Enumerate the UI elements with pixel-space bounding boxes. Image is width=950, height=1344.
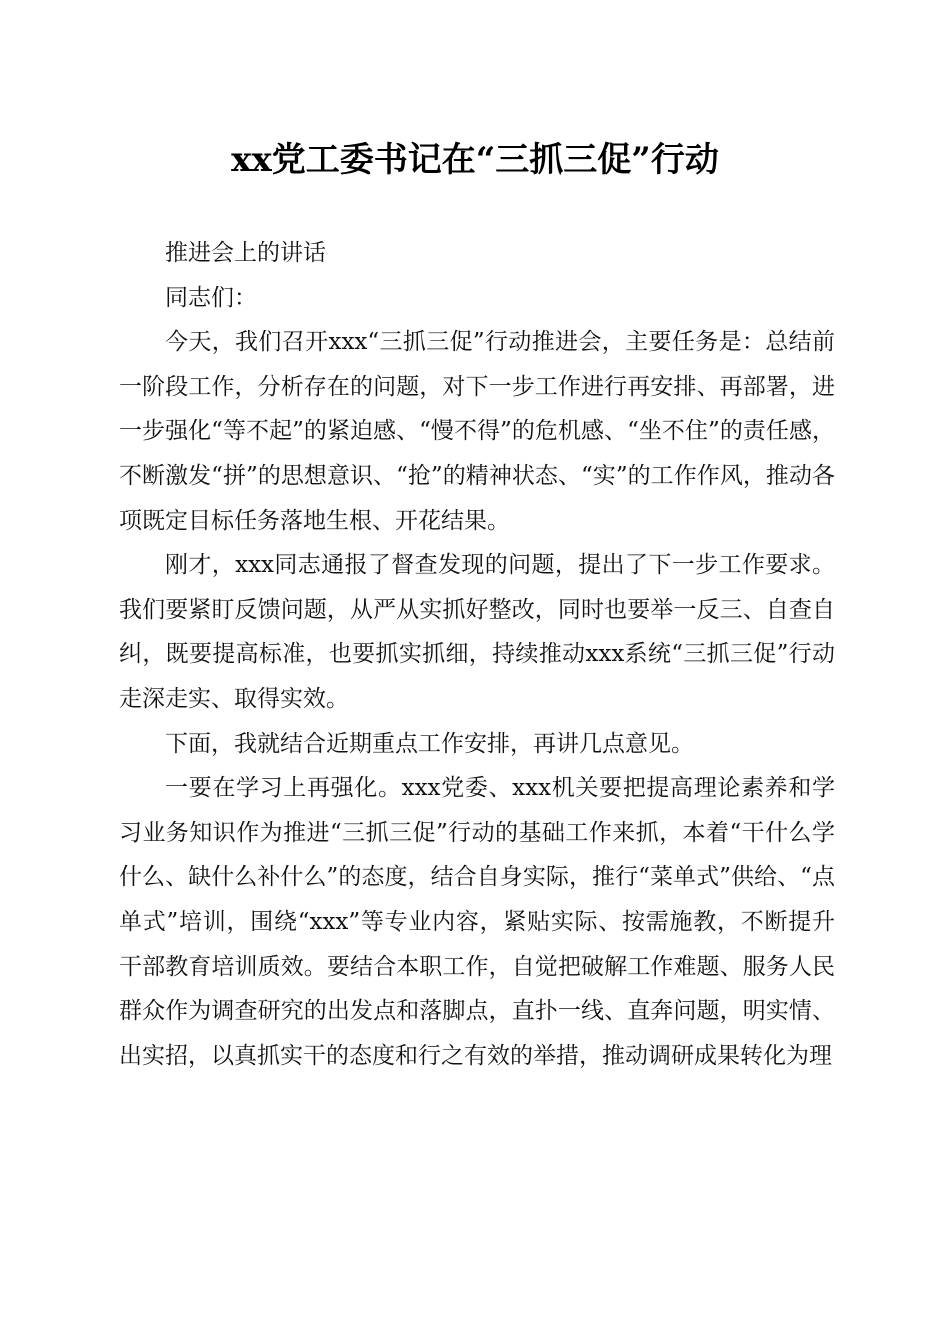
document-body xyxy=(119,231,835,1078)
paragraph: 今天，我们召开xxx“三抓三促”行动推进会，主要任务是：总结前一阶段工作，分析存在的问题，对下一步工作进行再安排、再部署，进一步强化“等不起”的紧迫感、“慢不得”的危机感、“坐不住”的责任感，不断激发“拼”的思想意识、“抢”的精神状态、“实”的工作作风，推动各项既定目标任务落地生根、开花结果。 xyxy=(119,329,835,534)
paragraph: 下面，我就结合近期重点工作安排，再讲几点意见。 xyxy=(165,730,694,757)
document-title: xx党工委书记在“三抓三促”行动 xyxy=(231,140,719,180)
paragraph: 刚才，xxx同志通报了督查发现的问题，提出了下一步工作要求。我们要紧盯反馈问题，从严从实抓好整改，同时也要举一反三、自查自纠，既要提高标准，也要抓实抓细，持续推动xxx系统“三抓三促”行动走深走实、取得实效。 xyxy=(119,552,835,712)
paragraph: 一要在学习上再强化。xxx党委、xxx机关要把提高理论素养和学习业务知识作为推进“三抓三促”行动的基础工作来抓，本着“干什么学什么、缺什么补什么”的态度，结合自身实际，推行“菜单式”供给、“点单式”培训，围绕“xxx”等专业内容，紧贴实际、按需施教，不断提升干部教育培训质效。要结合本职工作，自觉把破解工作难题、服务人民群众作为调查研究的出发点和落脚点，直扑一线、直奔问题，明实情、出实招，以真抓实干的态度和行之有效的举措，推动调研成果转化为理 xyxy=(119,775,835,1069)
paragraph-salutation: 同志们： xyxy=(165,284,257,311)
paragraph-subtitle: 推进会上的讲话 xyxy=(165,240,326,266)
